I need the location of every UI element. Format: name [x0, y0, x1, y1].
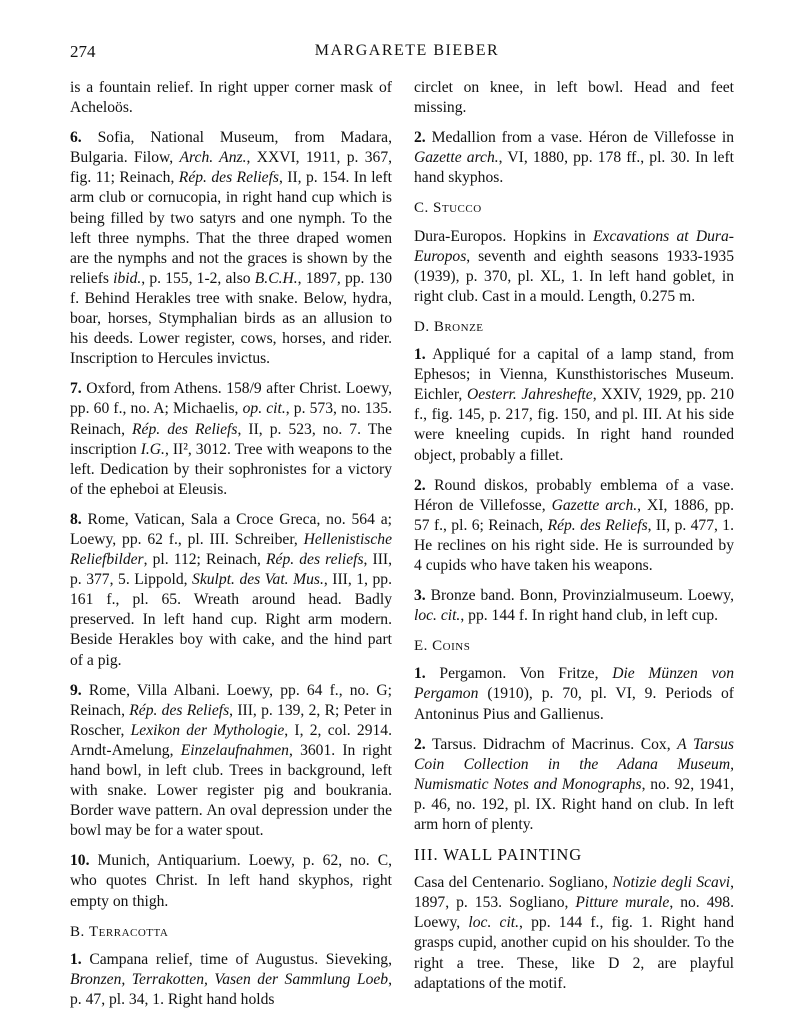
entry-10: 10. Munich, Antiquarium. Loewy, p. 62, no. C, who quotes Christ. In left hand skyphos, right empty on thigh. [70, 852, 392, 910]
entry-coin-1: 1. Pergamon. Von Fritze, Die Münzen von Pergamon (1910), p. 70, pl. VI, 9. Periods of Antoninus Pius and Gallienus. [414, 665, 734, 723]
page-number: 274 [70, 42, 96, 61]
section-heading-coins: E. Coins [414, 638, 471, 655]
entry-c1: Dura-Europos. Hopkins in Excavations at Dura-Europos, seventh and eighth seasons 1933-1935 (1939), p. 370, pl. XL, 1. In left hand goblet, in right club. Cast in a mould. Length, 0.275 m. [414, 227, 734, 305]
entry-d3: 3. Bronze band. Bonn, Provinzialmuseum. Loewy, loc. cit., pp. 144 f. In right hand club, in left cup. [414, 587, 734, 625]
entry-d1: 1. Appliqué for a capital of a lamp stand, from Ephesos; in Vienna, Kunsthistorisches Museum. Eichler, Oesterr. Jahreshefte, XXIV, 1929, pp. 210 f., fig. 145, p. 217, fig. 150, and pl. III. At his side were kneeling cupids. In right hand rounded object, probably a fillet. [414, 346, 734, 464]
entry-7: 7. Oxford, from Athens. 158/9 after Christ. Loewy, pp. 60 f., no. A; Michaelis, op. cit., p. 573, no. 135. Reinach, Rép. des Reliefs, II, p. 523, no. 7. The inscription I.G., II², 3012. Tree with weapons to the left. Dedication by their sophronistes for a victory of the epheboi at Eleusis. [70, 380, 392, 498]
entry-9: 9. Rome, Villa Albani. Loewy, pp. 64 f., no. G; Reinach, Rép. des Reliefs, III, p. 139, 2, R; Peter in Roscher, Lexikon der Mythologie, I, 2, col. 2914. Arndt-Amelung, Einzelaufnahmen, 3601. In right hand bowl, in left club. Trees in background, left with snake. Lower register pig and boukrania. Border wave pattern. An oval depression under the bowl may be for a water spout. [70, 681, 393, 840]
left-column [70, 78, 392, 1020]
entry-d2: 2. Round diskos, probably emblema of a vase. Héron de Villefosse, Gazette arch., XI, 1886, pp. 57 f., pl. 6; Reinach, Rép. des Reliefs, II, p. 477, 1. He reclines on his right side. He is surrounded by 4 cupids who have taken his weapons. [414, 476, 734, 574]
entry-b2: 2. Medallion from a vase. Héron de Villefosse in Gazette arch., VI, 1880, pp. 178 ff., pl. 30. In left hand skyphos. [414, 129, 734, 187]
continuation-paragraph-right: circlet on knee, in left bowl. Head and feet missing. [414, 79, 734, 117]
section-heading-wall-painting: III. WALL PAINTING [414, 845, 583, 865]
section-heading-terracotta: B. Terracotta [70, 923, 169, 940]
entry-wall-painting: Casa del Centenario. Sogliano, Notizie degli Scavi, 1897, p. 153. Sogliano, Pitture murale, no. 498. Loewy, loc. cit., pp. 144 f., fig. 1. Right hand grasps cupid, another cupid on his shoulder. To the right a tree. These, like D 2, are playful adaptations of the motif. [414, 874, 734, 992]
entry-8: 8. Rome, Vatican, Sala a Croce Greca, no. 564 a; Loewy, pp. 62 f., pl. III. Schreiber, Hellenistische Reliefbilder, pl. 112; Reinach, Rép. des reliefs, III, p. 377, 5. Lippold, Skulpt. des Vat. Mus., III, 1, pp. 161 f., pl. 65. Wreath around head. Badly preserved. In left hand cup. Right arm modern. Beside Herakles boy with cake, and the hind part of a pig. [70, 510, 392, 669]
continuation-paragraph: is a fountain relief. In right upper corner mask of Acheloös. [70, 79, 392, 117]
section-heading-stucco: C. Stucco [414, 200, 482, 217]
entry-b1: 1. Campana relief, time of Augustus. Sieveking, Bronzen, Terrakotten, Vasen der Sammlung Loeb, p. 47, pl. 34, 1. Right hand holds [70, 950, 392, 1008]
page-header [70, 42, 744, 66]
section-heading-bronze: D. Bronze [414, 318, 484, 335]
entry-coin-2: 2. Tarsus. Didrachm of Macrinus. Cox, A Tarsus Coin Collection in the Adana Museum, Numismatic Notes and Monographs, no. 92, 1941, p. 46, no. 192, pl. IX. Right hand on club. In left arm horn of plenty. [414, 735, 734, 833]
right-column [414, 78, 734, 1004]
running-head: MARGARETE BIEBER [314, 42, 500, 59]
entry-6: 6. Sofia, National Museum, from Madara, Bulgaria. Filow, Arch. Anz., XXVI, 1911, p. 367, fig. 11; Reinach, Rép. des Reliefs, II, p. 154. In left arm club or cornucopia, in right hand cup which is being filled by two satyrs and one nymph. To the left three nymphs. That the three draped women are the nymphs and not the graces is shown by the reliefs ibid., p. 155, 1-2, also B.C.H., 1897, pp. 130 f. Behind Herakles tree with snake. Below, hydra, boar, horses, Stymphalian birds as an allusion to his deeds. Lower register, cows, horses, and rider. Inscription to Hercules invictus. [70, 129, 393, 368]
